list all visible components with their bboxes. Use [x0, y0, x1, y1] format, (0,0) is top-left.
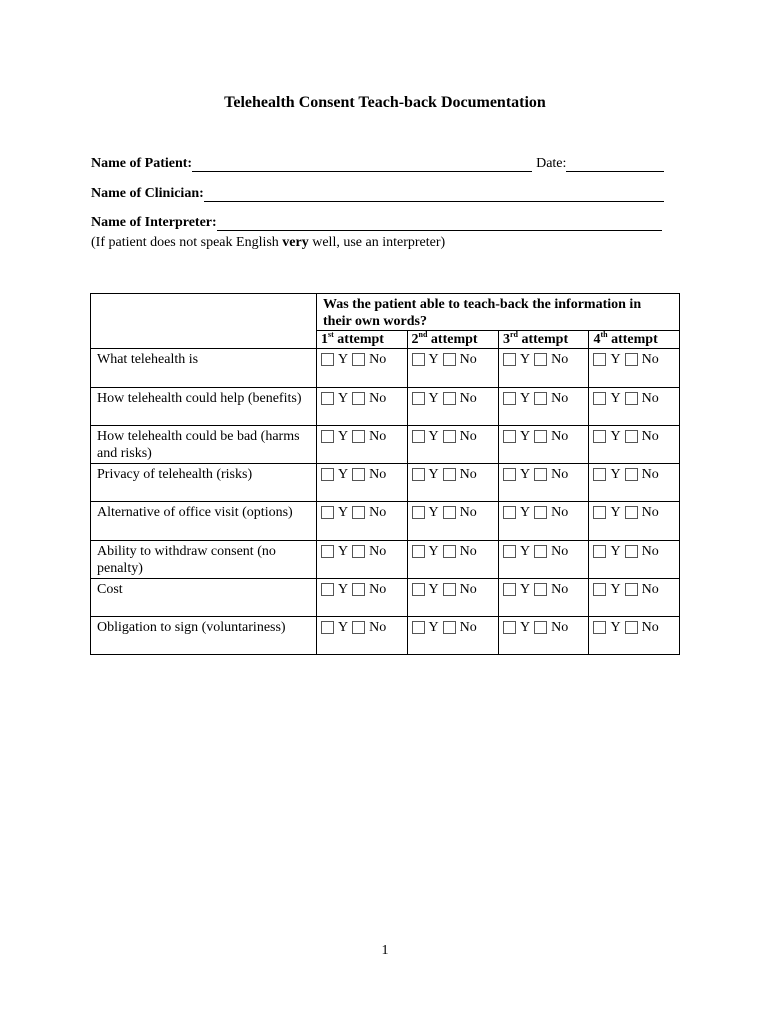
- no-checkbox[interactable]: [534, 545, 547, 558]
- yes-label: Y: [338, 429, 349, 444]
- no-label: No: [459, 467, 477, 482]
- no-label: No: [641, 620, 659, 635]
- attempt-1-response: [317, 349, 408, 388]
- no-label: No: [641, 505, 659, 520]
- clinician-name-field: [91, 186, 664, 202]
- no-label: No: [459, 505, 477, 520]
- no-label: No: [459, 352, 477, 367]
- yes-checkbox[interactable]: [593, 353, 606, 366]
- attempt-header-3: 3rd attempt: [498, 331, 589, 349]
- table-row: [91, 617, 680, 655]
- yes-label: Y: [428, 467, 439, 482]
- attempt-2-response: [407, 502, 498, 541]
- yes-checkbox[interactable]: [321, 392, 334, 405]
- no-checkbox[interactable]: [625, 621, 638, 634]
- yes-label: Y: [519, 352, 531, 367]
- yes-label: Y: [610, 582, 621, 597]
- attempt-2-response: [407, 579, 498, 617]
- interpreter-name-label: Name of Interpreter:: [91, 215, 217, 230]
- note-emphasis: very: [282, 235, 309, 250]
- no-label: No: [641, 391, 659, 406]
- no-checkbox[interactable]: [443, 583, 456, 596]
- attempt-4-response: [589, 541, 680, 579]
- no-checkbox[interactable]: [352, 621, 365, 634]
- no-label: No: [459, 582, 477, 597]
- yes-checkbox[interactable]: [412, 392, 425, 405]
- no-checkbox[interactable]: [352, 583, 365, 596]
- no-checkbox[interactable]: [352, 506, 365, 519]
- attempt-3-response: [498, 388, 589, 426]
- attempt-4-response: [589, 617, 680, 655]
- yes-label: Y: [338, 352, 349, 367]
- yes-label: Y: [428, 391, 439, 406]
- no-label: No: [369, 391, 387, 406]
- yes-label: Y: [610, 352, 621, 367]
- topic-label: How telehealth could be bad (harms and risks): [91, 426, 317, 464]
- clinician-name-blank[interactable]: [204, 187, 664, 202]
- yes-label: Y: [610, 505, 621, 520]
- attempt-2-response: [407, 541, 498, 579]
- attempt-4-response: [589, 388, 680, 426]
- no-checkbox[interactable]: [443, 392, 456, 405]
- no-checkbox[interactable]: [534, 392, 547, 405]
- yes-checkbox[interactable]: [503, 468, 516, 481]
- no-label: No: [551, 467, 569, 482]
- yes-label: Y: [338, 620, 349, 635]
- attempt-1-response: [317, 617, 408, 655]
- patient-name-label: Name of Patient:: [91, 156, 193, 171]
- attempt-3-response: [498, 349, 589, 388]
- no-label: No: [369, 429, 387, 444]
- attempt-3-response: [498, 426, 589, 464]
- attempt-1-response: [317, 426, 408, 464]
- no-checkbox[interactable]: [443, 506, 456, 519]
- yes-label: Y: [428, 352, 439, 367]
- yes-checkbox[interactable]: [503, 353, 516, 366]
- table-corner-cell: [91, 294, 317, 349]
- attempt-header-4: 4th attempt: [589, 331, 680, 349]
- attempt-2-response: [407, 617, 498, 655]
- no-checkbox[interactable]: [534, 468, 547, 481]
- no-checkbox[interactable]: [352, 353, 365, 366]
- topic-label: Obligation to sign (voluntariness): [91, 617, 317, 655]
- no-label: No: [369, 544, 387, 559]
- no-checkbox[interactable]: [625, 353, 638, 366]
- no-label: No: [551, 429, 569, 444]
- yes-label: Y: [610, 620, 621, 635]
- yes-checkbox[interactable]: [593, 468, 606, 481]
- no-label: No: [369, 505, 387, 520]
- no-checkbox[interactable]: [352, 545, 365, 558]
- no-label: No: [459, 620, 477, 635]
- yes-checkbox[interactable]: [412, 468, 425, 481]
- yes-label: Y: [519, 544, 531, 559]
- yes-label: Y: [610, 544, 621, 559]
- no-label: No: [641, 429, 659, 444]
- yes-label: Y: [519, 467, 531, 482]
- no-checkbox[interactable]: [352, 430, 365, 443]
- yes-checkbox[interactable]: [503, 621, 516, 634]
- attempt-1-response: [317, 579, 408, 617]
- yes-checkbox[interactable]: [503, 545, 516, 558]
- table-row: [91, 464, 680, 502]
- no-checkbox[interactable]: [352, 468, 365, 481]
- attempt-4-response: [589, 502, 680, 541]
- no-checkbox[interactable]: [625, 545, 638, 558]
- yes-checkbox[interactable]: [593, 545, 606, 558]
- yes-label: Y: [519, 620, 531, 635]
- yes-label: Y: [428, 544, 439, 559]
- yes-checkbox[interactable]: [412, 506, 425, 519]
- no-label: No: [459, 544, 477, 559]
- yes-checkbox[interactable]: [412, 545, 425, 558]
- yes-checkbox[interactable]: [593, 583, 606, 596]
- no-label: No: [551, 582, 569, 597]
- clinician-name-label: Name of Clinician:: [91, 186, 204, 201]
- no-checkbox[interactable]: [443, 545, 456, 558]
- no-checkbox[interactable]: [443, 430, 456, 443]
- page-number: 1: [381, 943, 389, 958]
- topic-label: Privacy of telehealth (risks): [91, 464, 317, 502]
- no-label: No: [551, 352, 569, 367]
- yes-label: Y: [610, 391, 621, 406]
- yes-checkbox[interactable]: [321, 430, 334, 443]
- no-label: No: [551, 505, 569, 520]
- attempt-2-response: [407, 349, 498, 388]
- no-checkbox[interactable]: [443, 468, 456, 481]
- yes-label: Y: [338, 505, 349, 520]
- table-row: [91, 388, 680, 426]
- no-label: No: [459, 429, 477, 444]
- no-label: No: [641, 467, 659, 482]
- no-label: No: [641, 352, 659, 367]
- yes-label: Y: [428, 620, 439, 635]
- no-label: No: [369, 352, 387, 367]
- no-checkbox[interactable]: [534, 506, 547, 519]
- table-row: [91, 426, 680, 464]
- teach-back-table: [90, 293, 680, 655]
- attempt-3-response: [498, 464, 589, 502]
- yes-checkbox[interactable]: [503, 583, 516, 596]
- no-label: No: [641, 582, 659, 597]
- no-checkbox[interactable]: [534, 353, 547, 366]
- attempt-4-response: [589, 426, 680, 464]
- yes-label: Y: [338, 544, 349, 559]
- patient-name-blank[interactable]: [192, 157, 532, 172]
- yes-label: Y: [428, 505, 439, 520]
- yes-checkbox[interactable]: [593, 506, 606, 519]
- yes-label: Y: [610, 429, 621, 444]
- table-row: [91, 579, 680, 617]
- yes-label: Y: [610, 467, 621, 482]
- no-label: No: [459, 391, 477, 406]
- attempt-2-response: [407, 388, 498, 426]
- yes-label: Y: [519, 582, 531, 597]
- attempt-1-response: [317, 502, 408, 541]
- table-row: [91, 349, 680, 388]
- topic-label: How telehealth could help (benefits): [91, 388, 317, 426]
- yes-checkbox[interactable]: [412, 583, 425, 596]
- no-label: No: [551, 391, 569, 406]
- yes-checkbox[interactable]: [503, 392, 516, 405]
- no-checkbox[interactable]: [534, 583, 547, 596]
- yes-checkbox[interactable]: [503, 506, 516, 519]
- yes-checkbox[interactable]: [412, 621, 425, 634]
- no-label: No: [641, 544, 659, 559]
- no-checkbox[interactable]: [625, 468, 638, 481]
- date-blank[interactable]: [566, 157, 664, 172]
- yes-checkbox[interactable]: [593, 621, 606, 634]
- yes-checkbox[interactable]: [321, 353, 334, 366]
- yes-label: Y: [338, 582, 349, 597]
- yes-label: Y: [338, 467, 349, 482]
- attempt-3-response: [498, 502, 589, 541]
- no-checkbox[interactable]: [534, 430, 547, 443]
- no-checkbox[interactable]: [443, 353, 456, 366]
- no-checkbox[interactable]: [625, 392, 638, 405]
- yes-checkbox[interactable]: [321, 583, 334, 596]
- attempt-1-response: [317, 541, 408, 579]
- no-label: No: [369, 620, 387, 635]
- topic-label: Ability to withdraw consent (no penalty): [91, 541, 317, 579]
- yes-checkbox[interactable]: [321, 468, 334, 481]
- yes-label: Y: [428, 582, 439, 597]
- attempt-2-response: [407, 464, 498, 502]
- no-label: No: [551, 544, 569, 559]
- interpreter-note: (If patient does not speak English very well, use an interpreter): [91, 235, 446, 250]
- yes-label: Y: [519, 505, 531, 520]
- attempt-header-2: 2nd attempt: [407, 331, 498, 349]
- yes-label: Y: [519, 391, 531, 406]
- yes-checkbox[interactable]: [321, 506, 334, 519]
- date-label: Date:: [536, 156, 567, 171]
- no-checkbox[interactable]: [443, 621, 456, 634]
- yes-checkbox[interactable]: [321, 545, 334, 558]
- yes-label: Y: [338, 391, 349, 406]
- topic-label: What telehealth is: [91, 349, 317, 388]
- no-label: No: [369, 582, 387, 597]
- table-row: [91, 541, 680, 579]
- yes-checkbox[interactable]: [593, 392, 606, 405]
- interpreter-name-field: [91, 215, 662, 231]
- interpreter-name-blank[interactable]: [217, 216, 662, 231]
- patient-name-field: [91, 156, 664, 172]
- no-checkbox[interactable]: [352, 392, 365, 405]
- table-question-header: Was the patient able to teach-back the information in their own words?: [317, 294, 680, 331]
- attempt-3-response: [498, 579, 589, 617]
- no-checkbox[interactable]: [534, 621, 547, 634]
- yes-checkbox[interactable]: [321, 621, 334, 634]
- no-checkbox[interactable]: [625, 583, 638, 596]
- attempt-3-response: [498, 541, 589, 579]
- yes-label: Y: [519, 429, 531, 444]
- attempt-2-response: [407, 426, 498, 464]
- yes-checkbox[interactable]: [412, 353, 425, 366]
- attempt-4-response: [589, 349, 680, 388]
- no-checkbox[interactable]: [625, 430, 638, 443]
- topic-label: Alternative of office visit (options): [91, 502, 317, 541]
- attempt-4-response: [589, 579, 680, 617]
- no-label: No: [369, 467, 387, 482]
- document-title: Telehealth Consent Teach-back Documentation: [224, 94, 546, 111]
- yes-checkbox[interactable]: [503, 430, 516, 443]
- yes-checkbox[interactable]: [593, 430, 606, 443]
- attempt-1-response: [317, 388, 408, 426]
- no-label: No: [551, 620, 569, 635]
- topic-label: Cost: [91, 579, 317, 617]
- attempt-1-response: [317, 464, 408, 502]
- yes-checkbox[interactable]: [412, 430, 425, 443]
- no-checkbox[interactable]: [625, 506, 638, 519]
- yes-label: Y: [428, 429, 439, 444]
- table-row: [91, 502, 680, 541]
- attempt-3-response: [498, 617, 589, 655]
- attempt-header-1: 1st attempt: [317, 331, 408, 349]
- attempt-4-response: [589, 464, 680, 502]
